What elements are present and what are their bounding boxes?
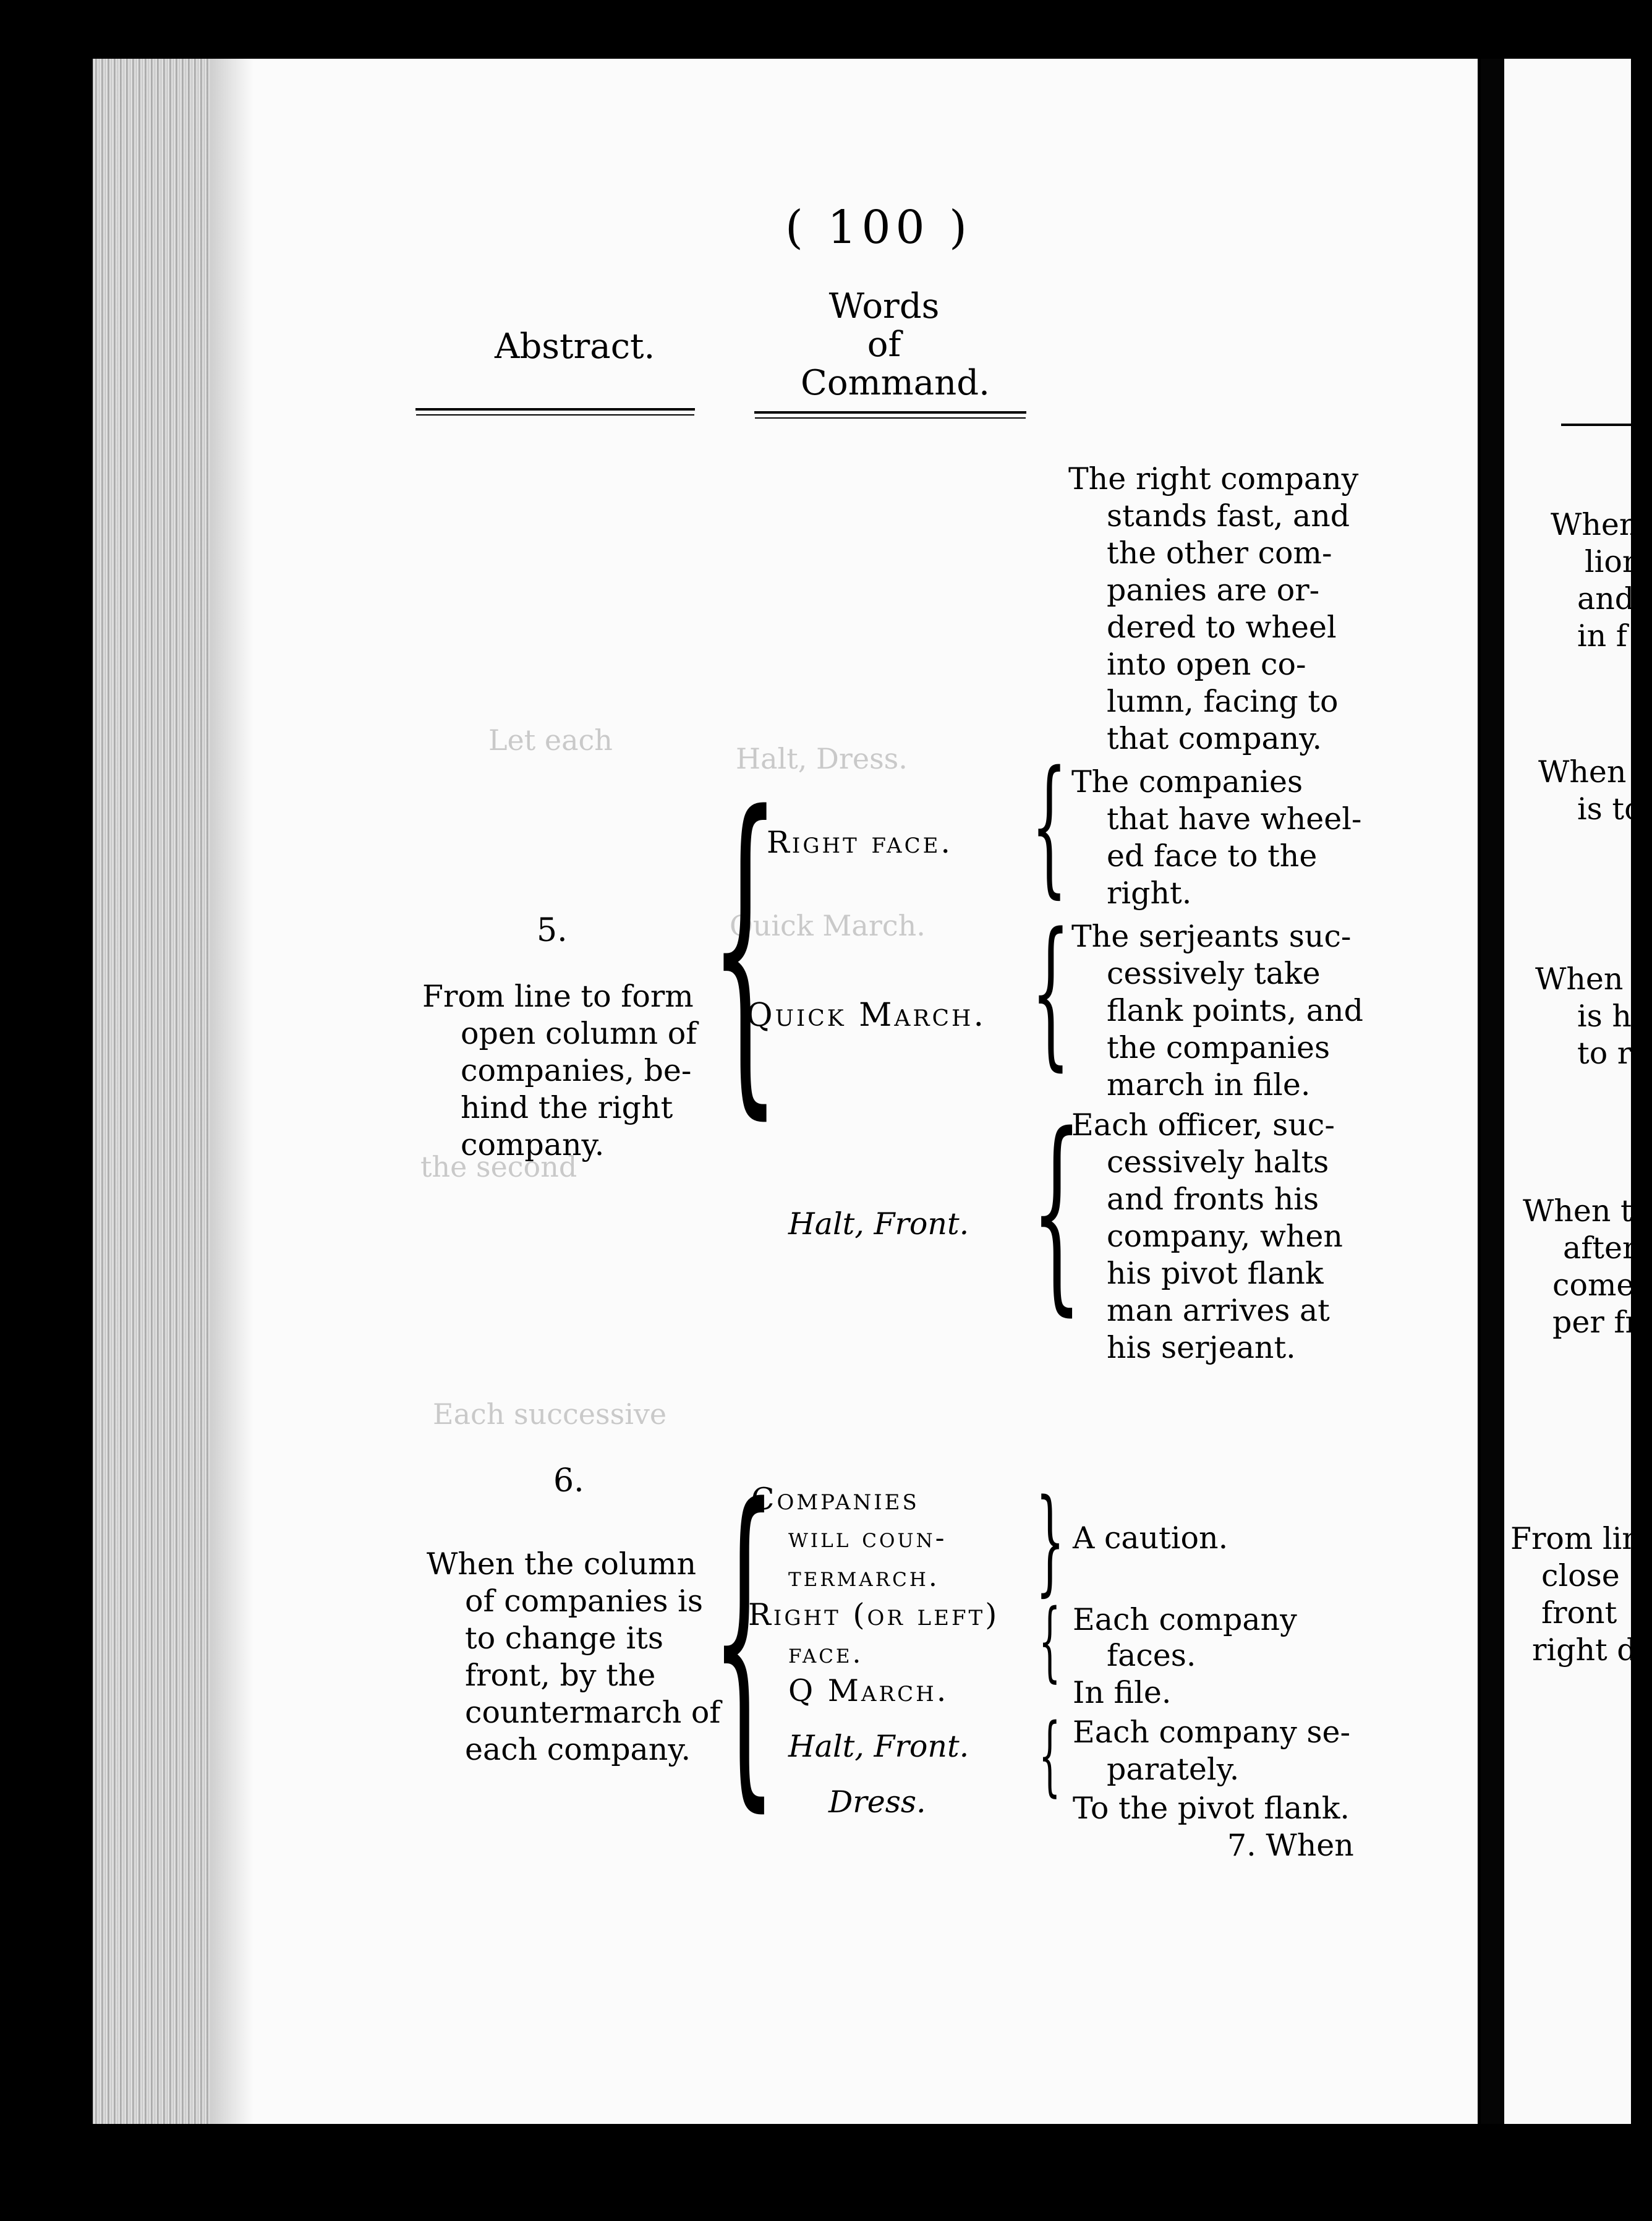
bleed-through: the second: [420, 1150, 577, 1183]
intro-line: The right company: [1068, 461, 1359, 497]
command-word: will coun-: [788, 1522, 947, 1554]
facing-page-rule: [1561, 424, 1648, 426]
facing-page-text: front: [1541, 1595, 1617, 1631]
facing-page: [1504, 59, 1652, 2124]
explanation-line: parately.: [1107, 1752, 1240, 1787]
explanation-line: his serjeant.: [1107, 1330, 1296, 1365]
explanation-line: his pivot flank: [1107, 1256, 1324, 1291]
command-word: Right face.: [767, 825, 953, 860]
explanation-line: cessively take: [1107, 956, 1321, 991]
explanation-line: ed face to the: [1107, 838, 1318, 874]
command-word: Halt, Front.: [788, 1729, 969, 1764]
explanation-line: right.: [1107, 876, 1192, 911]
header-words: Words: [828, 286, 940, 326]
abstract-line: countermarch of: [465, 1695, 721, 1730]
section-number: 6.: [553, 1462, 584, 1499]
facing-page-text: per fr: [1552, 1305, 1640, 1340]
command-brace: }: [1036, 1474, 1065, 1608]
bleed-through: Halt, Dress.: [736, 742, 908, 775]
command-word: Halt, Front.: [788, 1206, 969, 1242]
section-number: 5.: [537, 912, 568, 949]
catchword: 7. When: [1227, 1828, 1354, 1863]
facing-page-text: and: [1577, 581, 1635, 616]
bleed-through: Quick March.: [730, 909, 926, 942]
explanation-line: man arrives at: [1107, 1293, 1330, 1328]
explanation-line: In file.: [1073, 1675, 1172, 1710]
command-word: Q March.: [788, 1673, 949, 1708]
facing-page-text: right d: [1532, 1632, 1637, 1668]
facing-page-text: in f: [1577, 618, 1627, 654]
book-gutter: [1481, 59, 1504, 2124]
facing-page-text: From lin: [1510, 1521, 1641, 1556]
abstract-brace: {: [711, 1437, 777, 1840]
explanation-line: A caution.: [1073, 1520, 1228, 1556]
intro-line: the other com-: [1107, 535, 1332, 571]
header-abstract: Abstract.: [495, 326, 655, 367]
intro-line: panies are or-: [1107, 573, 1320, 608]
explanation-line: company, when: [1107, 1219, 1343, 1254]
facing-page-text: comes: [1552, 1268, 1650, 1303]
bleed-through: Let each: [488, 723, 613, 757]
intro-line: into open co-: [1107, 647, 1306, 682]
header-of: of: [867, 325, 901, 365]
header-rule-abstract: [415, 408, 695, 411]
page-edges: [93, 59, 210, 2124]
abstract-line: to change its: [465, 1621, 663, 1656]
explanation-line: that have wheel-: [1107, 801, 1362, 837]
command-brace: {: [1039, 1705, 1061, 1806]
facing-page-text: is ha: [1577, 999, 1650, 1034]
explanation-line: march in file.: [1107, 1067, 1311, 1102]
page-edge-shadow: [210, 59, 253, 2124]
abstract-line: each company.: [465, 1732, 691, 1767]
facing-page-text: When t: [1535, 961, 1645, 997]
command-word: Right (or left): [748, 1597, 1000, 1632]
command-brace: {: [1039, 1591, 1061, 1692]
explanation-line: Each officer, suc-: [1071, 1107, 1335, 1143]
intro-line: that company.: [1107, 721, 1322, 756]
facing-page-text: lion: [1585, 544, 1642, 579]
explanation-line: The companies: [1071, 764, 1303, 799]
facing-page-text: When: [1551, 507, 1639, 542]
command-word: termarch.: [788, 1561, 940, 1593]
command-brace: {: [1031, 899, 1070, 1086]
abstract-line: From line to form: [422, 979, 694, 1014]
abstract-line: hind the right: [461, 1090, 673, 1125]
explanation-line: and fronts his: [1107, 1182, 1319, 1217]
command-word: Quick March.: [746, 997, 986, 1034]
header-rule-words: [754, 411, 1026, 414]
abstract-line: open column of: [461, 1016, 697, 1051]
facing-page-text: When th: [1523, 1193, 1652, 1229]
facing-page-text: after: [1563, 1230, 1637, 1266]
command-word: face.: [788, 1638, 864, 1669]
abstract-line: of companies is: [465, 1584, 703, 1619]
header-command: Command.: [801, 363, 990, 403]
intro-line: lumn, facing to: [1107, 684, 1339, 719]
explanation-line: To the pivot flank.: [1073, 1791, 1350, 1826]
explanation-line: Each company: [1073, 1602, 1297, 1637]
explanation-line: cessively halts: [1107, 1145, 1329, 1180]
page-number: ( 100 ): [785, 201, 973, 254]
explanation-line: The serjeants suc-: [1071, 919, 1352, 954]
facing-page-text: is to: [1577, 791, 1643, 827]
command-word: Dress.: [828, 1784, 926, 1820]
facing-page-text: to re: [1577, 1036, 1650, 1071]
explanation-line: faces.: [1107, 1638, 1196, 1673]
abstract-line: When the column: [427, 1546, 697, 1582]
intro-line: stands fast, and: [1107, 498, 1350, 534]
facing-page-text: close: [1541, 1558, 1620, 1593]
abstract-line: company.: [461, 1127, 605, 1162]
explanation-line: the companies: [1107, 1030, 1331, 1065]
bleed-through: Each successive: [433, 1397, 667, 1431]
abstract-line: companies, be-: [461, 1053, 692, 1088]
abstract-line: front, by the: [465, 1658, 656, 1693]
intro-line: dered to wheel: [1107, 610, 1337, 645]
explanation-line: flank points, and: [1107, 993, 1363, 1028]
facing-page-text: When: [1538, 754, 1627, 790]
command-word: Companies: [751, 1481, 919, 1517]
explanation-line: Each company se-: [1073, 1715, 1351, 1750]
command-brace: {: [1031, 739, 1068, 912]
abstract-brace: {: [710, 744, 781, 1148]
command-brace: {: [1031, 1089, 1083, 1334]
